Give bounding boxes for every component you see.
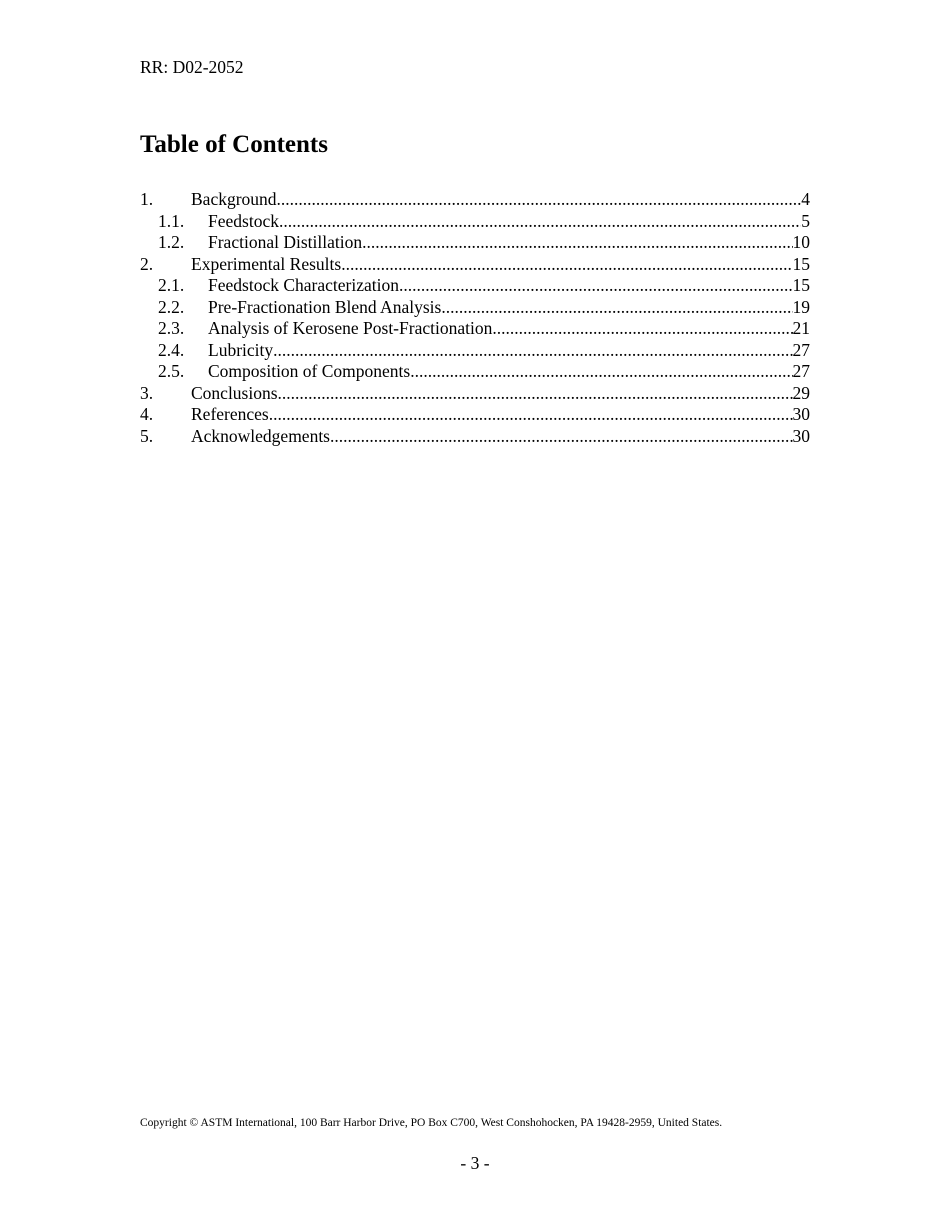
page-number: - 3 - xyxy=(460,1153,490,1173)
toc-entry[interactable] xyxy=(140,297,810,319)
toc-leader-dots xyxy=(492,318,792,339)
toc-entry-number: 4. xyxy=(140,404,154,424)
toc-entry-label: Background xyxy=(191,189,277,209)
toc-entry-label: Fractional Distillation xyxy=(208,232,363,252)
toc-entry-label: Experimental Results xyxy=(191,253,342,274)
toc-entry-label: Feedstock xyxy=(208,210,279,231)
toc-leader-dots xyxy=(277,189,802,210)
toc-leader-dots xyxy=(441,297,792,318)
toc-leader-dots xyxy=(269,404,793,425)
toc-leader-dots xyxy=(273,340,792,361)
toc-leader-dots xyxy=(362,232,792,253)
toc-entry-number: 2.5. xyxy=(158,361,185,381)
toc-entry-page: 30 xyxy=(792,404,810,424)
table-of-contents xyxy=(140,189,810,447)
toc-entry[interactable] xyxy=(140,426,810,448)
toc-entry-label: References xyxy=(191,404,269,424)
toc-entry-number: 2.4. xyxy=(158,339,185,360)
toc-entry-page: 30 xyxy=(792,425,810,446)
toc-leader-dots xyxy=(330,426,793,447)
toc-entry[interactable] xyxy=(140,383,810,405)
toc-entry-number: 2.3. xyxy=(158,318,185,338)
toc-entry[interactable] xyxy=(140,232,810,254)
toc-leader-dots xyxy=(341,254,792,275)
toc-entry-number: 1. xyxy=(140,189,154,209)
toc-entry-page: 10 xyxy=(792,232,810,252)
toc-entry[interactable] xyxy=(140,254,810,276)
toc-entry[interactable] xyxy=(140,361,810,383)
toc-entry-page: 4 xyxy=(801,189,810,209)
toc-entry-number: 5. xyxy=(140,425,154,446)
toc-entry-number: 2. xyxy=(140,253,154,274)
toc-entry-label: Composition of Components xyxy=(208,361,411,381)
toc-entry[interactable] xyxy=(140,318,810,340)
toc-entry-number: 1.1. xyxy=(158,210,185,231)
toc-entry-page: 19 xyxy=(792,296,810,317)
toc-leader-dots xyxy=(279,211,801,232)
toc-entry-number: 2.2. xyxy=(158,296,185,317)
toc-leader-dots xyxy=(278,383,793,404)
toc-entry-number: 2.1. xyxy=(158,275,185,295)
toc-entry-number: 3. xyxy=(140,382,154,403)
toc-entry-label: Feedstock Characterization xyxy=(208,275,399,295)
copyright-notice: Copyright © ASTM International, 100 Barr Harbor Drive, PO Box C700, West Conshohocken, PA 19428-2959, United States. xyxy=(140,1117,723,1129)
toc-entry-page: 15 xyxy=(792,275,810,295)
report-id-header: RR: D02-2052 xyxy=(140,57,244,77)
toc-entry-label: Conclusions xyxy=(191,382,278,403)
toc-entry-label: Pre-Fractionation Blend Analysis xyxy=(208,296,442,317)
toc-entry[interactable] xyxy=(140,404,810,426)
toc-entry-page: 27 xyxy=(792,361,810,381)
toc-leader-dots xyxy=(410,361,792,382)
toc-entry-label: Lubricity xyxy=(208,339,274,360)
toc-entry-number: 1.2. xyxy=(158,232,185,252)
toc-entry-page: 15 xyxy=(792,253,810,274)
toc-entry-page: 29 xyxy=(792,382,810,403)
toc-entry[interactable] xyxy=(140,211,810,233)
toc-entry-label: Analysis of Kerosene Post-Fractionation xyxy=(208,318,493,338)
page-title: Table of Contents xyxy=(140,131,328,158)
toc-entry[interactable] xyxy=(140,340,810,362)
toc-leader-dots xyxy=(399,275,793,296)
toc-entry-page: 27 xyxy=(792,339,810,360)
toc-entry-page: 21 xyxy=(792,318,810,338)
toc-entry[interactable] xyxy=(140,275,810,297)
toc-entry[interactable] xyxy=(140,189,810,211)
toc-entry-label: Acknowledgements xyxy=(191,425,330,446)
toc-entry-page: 5 xyxy=(801,210,810,231)
